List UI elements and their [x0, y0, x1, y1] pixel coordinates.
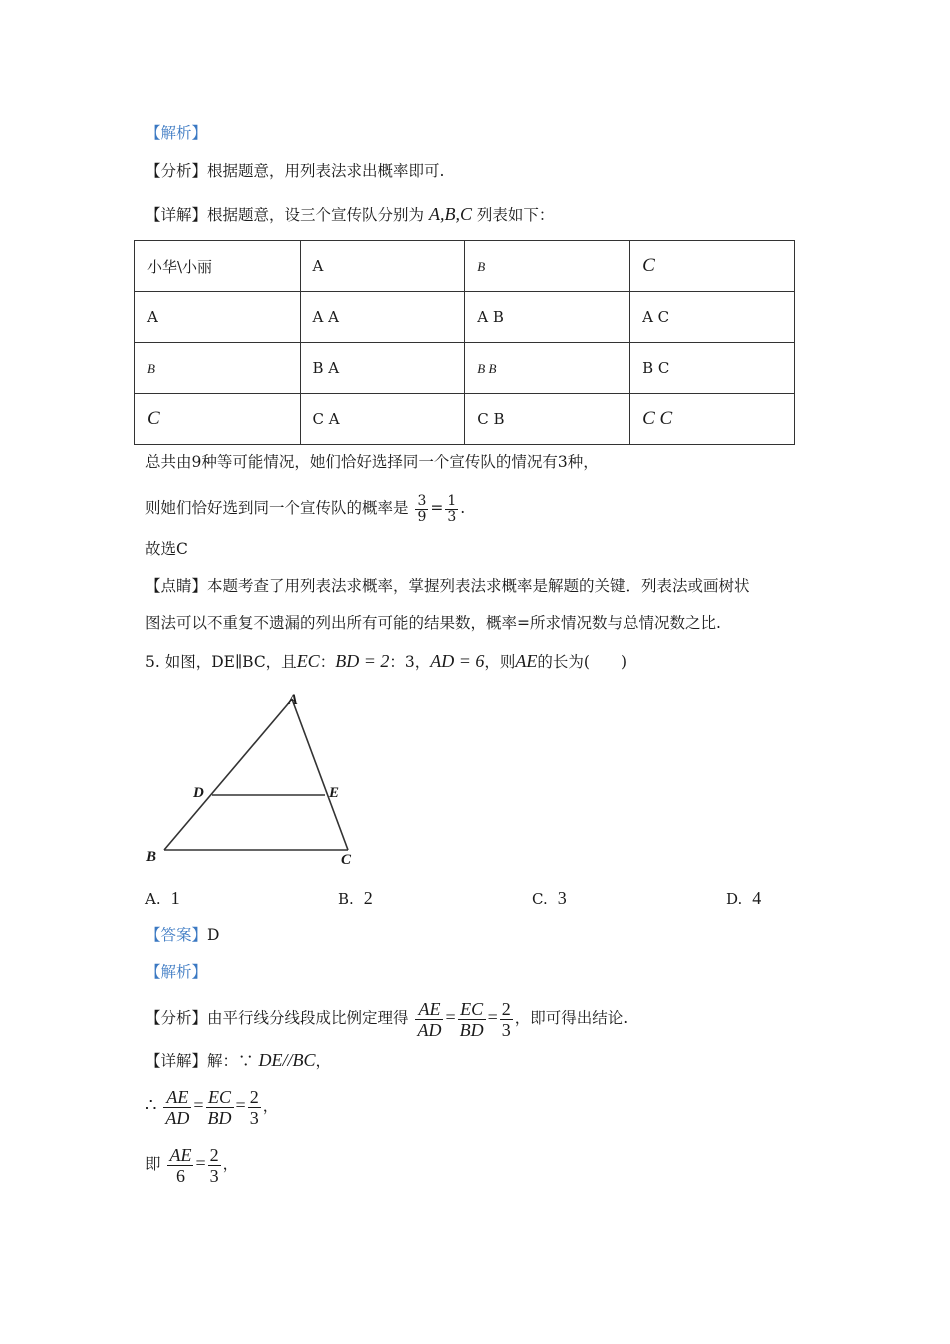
xiangjie-line [145, 202, 554, 227]
label-a: A [288, 692, 299, 708]
xiangjie-line-2: 【详解】解：∵ DE//BC， [145, 1050, 331, 1070]
question-text-a: 如图，DE∥BC，且 [164, 653, 297, 671]
table-cell: A [135, 292, 301, 343]
xiangjie-tail: 列表如下： [476, 206, 555, 224]
jiexi-heading: 【解析】 [145, 124, 208, 142]
side-ac [292, 699, 348, 850]
option-b: B. 2 [338, 888, 373, 908]
label-d: D [193, 785, 204, 801]
table-row [135, 292, 795, 343]
xiangjie-tag: 【详解】 [145, 206, 208, 224]
fraction-ec-bd-2: $\frac{EC}{BD}$ [207, 1086, 232, 1128]
dianjing-tag: 【点睛】 [145, 577, 208, 595]
table-cell: B A [300, 343, 465, 394]
label-c: C [341, 852, 352, 868]
table-cell: 小华\小丽 [135, 241, 301, 292]
table-cell: A B [465, 292, 630, 343]
table-cell: A A [300, 292, 465, 343]
prob-line [145, 488, 465, 528]
fenxi-text: 根据题意，用列表法求出概率即可. [207, 162, 445, 180]
prob-text: 则她们恰好选到同一个宣传队的概率是 [145, 499, 409, 517]
answer-line: 故选C [145, 540, 188, 558]
daan-line [145, 923, 219, 947]
daan-value: D [207, 926, 220, 944]
table-header-row [135, 241, 795, 292]
therefore-line: ∴ $\frac{AE}{AD}$ = $\frac{EC}{BD}$ = $\frac{2}{3}$ ， [145, 1086, 279, 1128]
fenxi-tag-2: 【分析】 [145, 1009, 208, 1027]
question-number: 5. [145, 653, 160, 671]
jiexi-heading-2: 【解析】 [145, 963, 208, 981]
prob-fraction-2: $\frac{1}{3}$ [447, 492, 457, 525]
de-parallel-bc: DE//BC [258, 1050, 316, 1070]
fenxi-line-2: 【分析】由平行线分线段成比例定理得 $\frac{AE}{AD}$ = $\frac{EC}{BD}$ = $\frac{2}{3}$ ，即可得出结论. [145, 998, 629, 1040]
table-cell: A [300, 241, 465, 292]
table-cell: C [630, 241, 795, 292]
dianjing-text-1: 本题考查了用列表法求概率，掌握列表法求概率是解题的关键．列表法或画树状 [207, 577, 750, 595]
table-cell: A C [630, 292, 795, 343]
question-5: 5. 如图，DE∥BC，且EC：BD = 2：3，AD = 6，则AE的长为( ) [145, 651, 627, 671]
table-cell: B [135, 343, 301, 394]
table-cell: C A [300, 394, 465, 445]
total-line: 总共由9种等可能情况，她们恰好选择同一个宣传队的情况有3种， [145, 453, 599, 471]
label-b: B [146, 849, 157, 865]
option-c: C. 3 [532, 888, 567, 908]
prob-eq: = [430, 499, 444, 517]
table-row [135, 394, 795, 445]
prob-end: . [460, 499, 466, 517]
xiangjie-tag-2: 【详解】 [145, 1052, 208, 1070]
option-d: D. 4 [726, 888, 762, 908]
table-cell: C B [465, 394, 630, 445]
fraction-2-3: $\frac{2}{3}$ [501, 998, 511, 1040]
dianjing-line-2: 图法可以不重复不遗漏的列出所有可能的结果数，概率=所求情况数与总情况数之比. [145, 614, 721, 632]
fraction-ae-ad: $\frac{AE}{AD}$ [417, 998, 442, 1040]
fraction-2-3-c: $\frac{2}{3}$ [209, 1144, 219, 1186]
fenxi-line [145, 159, 444, 183]
option-a: A. 1 [145, 888, 180, 908]
daan-tag: 【答案】 [145, 926, 208, 944]
prob-fraction-1: $\frac{3}{9}$ [417, 492, 427, 525]
fraction-ec-bd: $\frac{EC}{BD}$ [459, 998, 484, 1040]
teams-math: A,B,C [428, 204, 472, 224]
dianjing-line-1 [145, 574, 750, 598]
side-ab [164, 699, 292, 850]
fenxi-tag: 【分析】 [145, 162, 208, 180]
ji-line: 即 $\frac{AE}{6}$ = $\frac{2}{3}$ ， [145, 1144, 239, 1186]
label-e: E [329, 785, 340, 801]
table-cell: B B [465, 343, 630, 394]
triangle-figure [140, 684, 370, 874]
table-cell: C [135, 394, 301, 445]
fraction-2-3-b: $\frac{2}{3}$ [249, 1086, 259, 1128]
outcome-table [134, 240, 795, 445]
table-cell: B [465, 241, 630, 292]
xiangjie-text: 根据题意，设三个宣传队分别为 [207, 206, 425, 224]
fraction-ae-6: $\frac{AE}{6}$ [169, 1144, 192, 1186]
table-row [135, 343, 795, 394]
table-cell: B C [630, 343, 795, 394]
fraction-ae-ad-2: $\frac{AE}{AD}$ [165, 1086, 190, 1128]
table-cell: C C [630, 394, 795, 445]
